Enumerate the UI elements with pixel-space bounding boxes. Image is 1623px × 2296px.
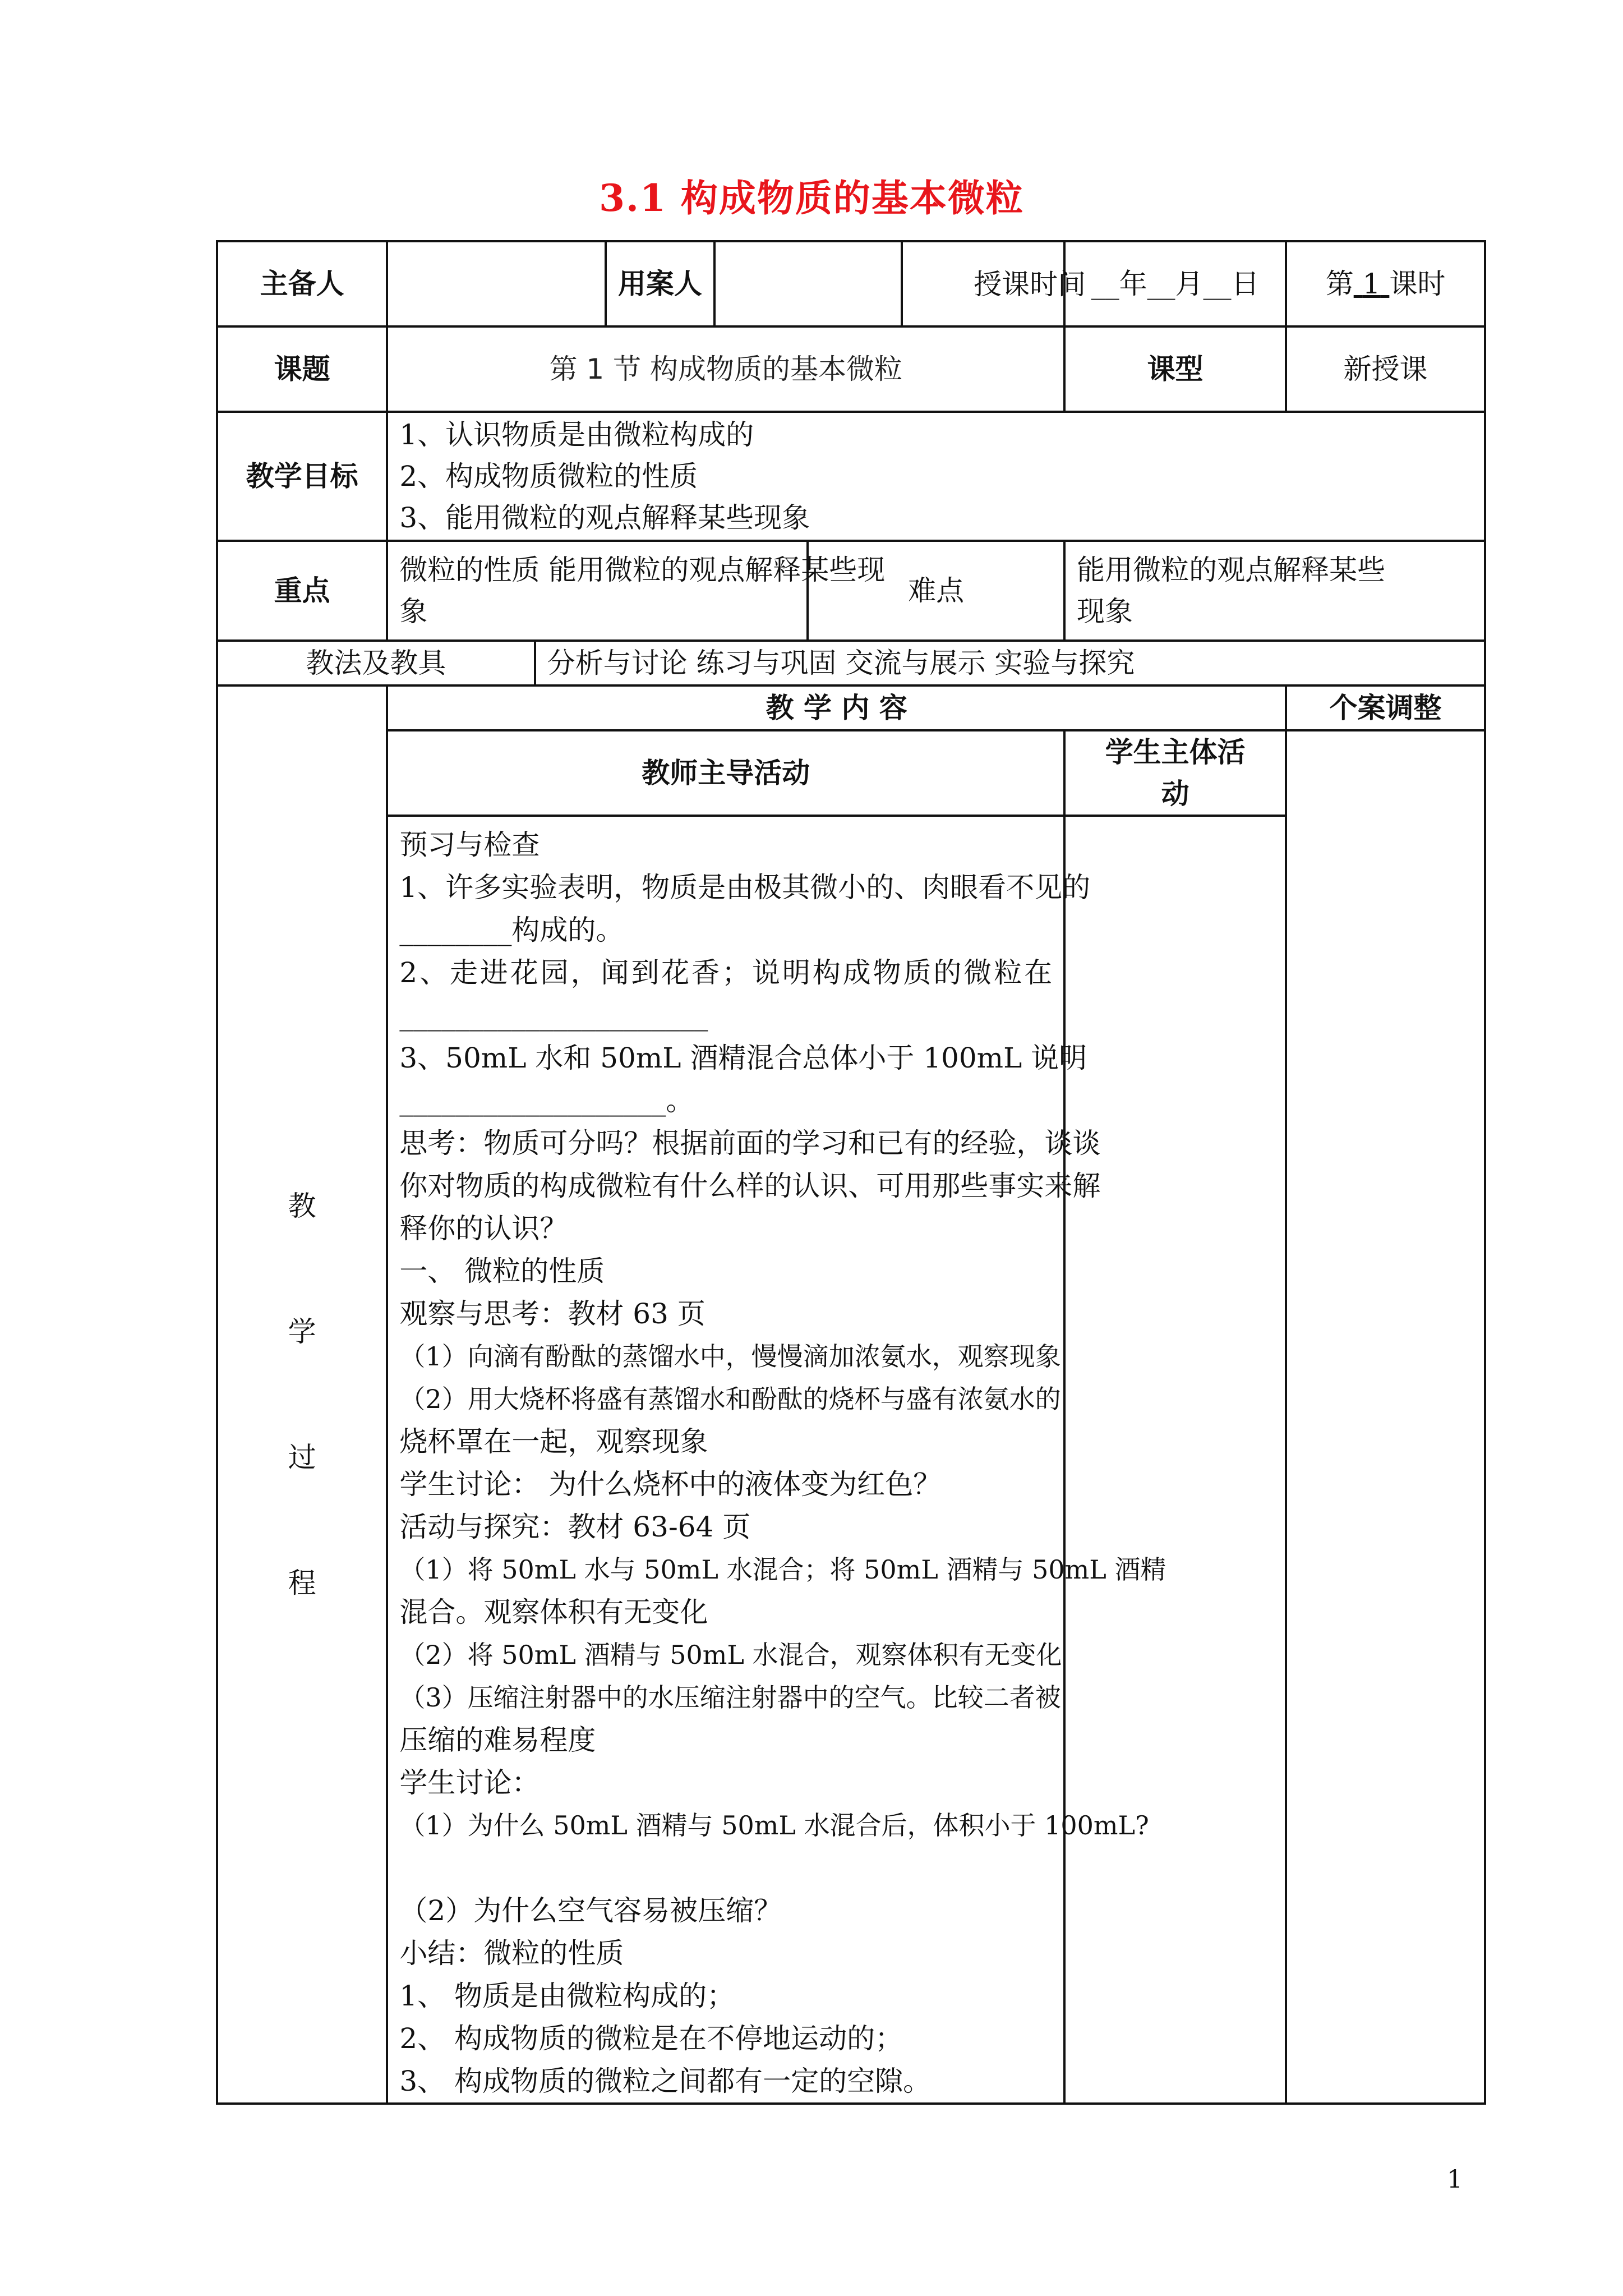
teacher-label: 教师主导活动 bbox=[387, 730, 1064, 816]
content-line: （3）压缩注射器中的水压缩注射器中的空气。比较二者被 bbox=[399, 1682, 1061, 1713]
type-label: 课型 bbox=[1064, 326, 1286, 412]
student-activity bbox=[1064, 816, 1286, 2104]
content-line: 1、许多实验表明，物质是由极其微小的、肉眼看不见的 bbox=[399, 871, 1091, 904]
content-line: 小结：微粒的性质 bbox=[399, 1937, 624, 1970]
period-number: 1 bbox=[1362, 268, 1381, 300]
page-title: 3.1 构成物质的基本微粒 bbox=[599, 176, 1024, 220]
topic-label: 课题 bbox=[217, 326, 387, 412]
key-row bbox=[217, 541, 1485, 641]
content-line: （2）用大烧杯将盛有蒸馏水和酚酞的烧杯与盛有浓氨水的 bbox=[399, 1384, 1061, 1414]
content-line: 你对物质的构成微粒有什么样的认识、可用那些事实来解 bbox=[399, 1170, 1101, 1202]
content-line: 烧杯罩在一起，观察现象 bbox=[399, 1425, 708, 1458]
period-suffix: 课时 bbox=[1389, 268, 1446, 300]
content-line: （2）为什么空气容易被压缩？ bbox=[399, 1894, 782, 1927]
preparer-label: 主备人 bbox=[217, 241, 387, 326]
student-label: 学生主体活 动 bbox=[1064, 730, 1286, 816]
goal-item: 1、认识物质是由微粒构成的 bbox=[399, 418, 754, 451]
content-line: （1）将 50mL 水与 50mL 水混合；将 50mL 酒精与 50mL 酒精 bbox=[399, 1554, 1166, 1585]
key-value: 微粒的性质 能用微粒的观点解释某些现 象 bbox=[387, 541, 808, 641]
content-line: 2、 构成物质的微粒是在不停地运动的； bbox=[399, 2022, 903, 2055]
period-prefix: 第 bbox=[1325, 268, 1354, 300]
activity-header-row bbox=[217, 730, 1485, 816]
adjust-label: 个案调整 bbox=[1286, 685, 1485, 730]
content-line: 2、走进花园，闻到花香；说明构成物质的微粒在 bbox=[399, 956, 1053, 989]
content-line: 3、 构成物质的微粒之间都有一定的空隙。 bbox=[399, 2065, 932, 2097]
content-line: 混合。观察体积有无变化 bbox=[399, 1596, 708, 1628]
content-line: 一、 微粒的性质 bbox=[399, 1255, 605, 1287]
content-line: 3、50mL 水和 50mL 酒精混合总体小于 100mL 说明 bbox=[399, 1042, 1087, 1074]
process-label: 教 学 过 程 bbox=[217, 685, 387, 2104]
content-line: ___________________。 bbox=[399, 1084, 694, 1117]
difficulty-value: 能用微粒的观点解释某些 现象 bbox=[1064, 541, 1485, 641]
content-line: 学生讨论： 为什么烧杯中的液体变为红色？ bbox=[399, 1468, 942, 1501]
content-line: 预习与检查 bbox=[399, 829, 540, 861]
topic-value: 第 1 节 构成物质的基本微粒 bbox=[387, 326, 1064, 412]
methods-label: 教法及教具 bbox=[217, 641, 535, 685]
teacher-activity bbox=[387, 816, 1166, 2104]
user-time-cell bbox=[714, 241, 1086, 326]
content-header: 教 学 内 容 bbox=[387, 685, 1286, 730]
goal-item: 3、能用微粒的观点解释某些现象 bbox=[399, 501, 810, 534]
type-value: 新授课 bbox=[1286, 326, 1485, 412]
content-line: 观察与思考：教材 63 页 bbox=[399, 1297, 706, 1330]
period-value bbox=[1286, 241, 1485, 326]
content-line bbox=[399, 1847, 1052, 1889]
key-label: 重点 bbox=[217, 541, 387, 641]
lesson-plan-table bbox=[216, 240, 1486, 2105]
content-line: ______________________ bbox=[399, 999, 708, 1032]
preparer-value bbox=[387, 241, 605, 326]
adjust-cell bbox=[1286, 730, 1485, 2104]
content-line: 学生讨论： bbox=[399, 1766, 540, 1799]
methods-value: 分析与讨论 练习与巩固 交流与展示 实验与探究 bbox=[535, 641, 1485, 685]
time-label: 授课时间 bbox=[974, 268, 1086, 301]
user-label: 用案人 bbox=[606, 241, 715, 326]
goals-list bbox=[387, 412, 1485, 541]
content-line: 压缩的难易程度 bbox=[399, 1724, 596, 1756]
methods-row bbox=[217, 641, 1485, 685]
goals-row bbox=[217, 412, 1485, 541]
header-row bbox=[217, 241, 1485, 326]
content-line: 释你的认识？ bbox=[399, 1212, 568, 1245]
topic-row bbox=[217, 326, 1485, 412]
goals-label: 教学目标 bbox=[217, 412, 387, 541]
content-header-row bbox=[217, 685, 1485, 730]
difficulty-label: 难点 bbox=[808, 541, 1064, 641]
content-line: 活动与探究：教材 63-64 页 bbox=[399, 1511, 751, 1543]
page-number: 1 bbox=[1447, 2165, 1463, 2194]
content-line: ________构成的。 bbox=[399, 914, 624, 946]
content-line: （1）为什么 50mL 酒精与 50mL 水混合后，体积小于 100mL? bbox=[399, 1810, 1149, 1841]
date-value: __年__月__日 bbox=[1064, 241, 1286, 326]
content-line: （1）向滴有酚酞的蒸馏水中，慢慢滴加浓氨水，观察现象 bbox=[399, 1341, 1061, 1372]
content-line: 思考：物质可分吗？根据前面的学习和已有的经验，谈谈 bbox=[399, 1127, 1101, 1159]
goal-item: 2、构成物质微粒的性质 bbox=[399, 460, 698, 493]
content-line: 1、 物质是由微粒构成的； bbox=[399, 1980, 735, 2012]
content-line: （2）将 50mL 酒精与 50mL 水混合，观察体积有无变化 bbox=[399, 1640, 1062, 1670]
